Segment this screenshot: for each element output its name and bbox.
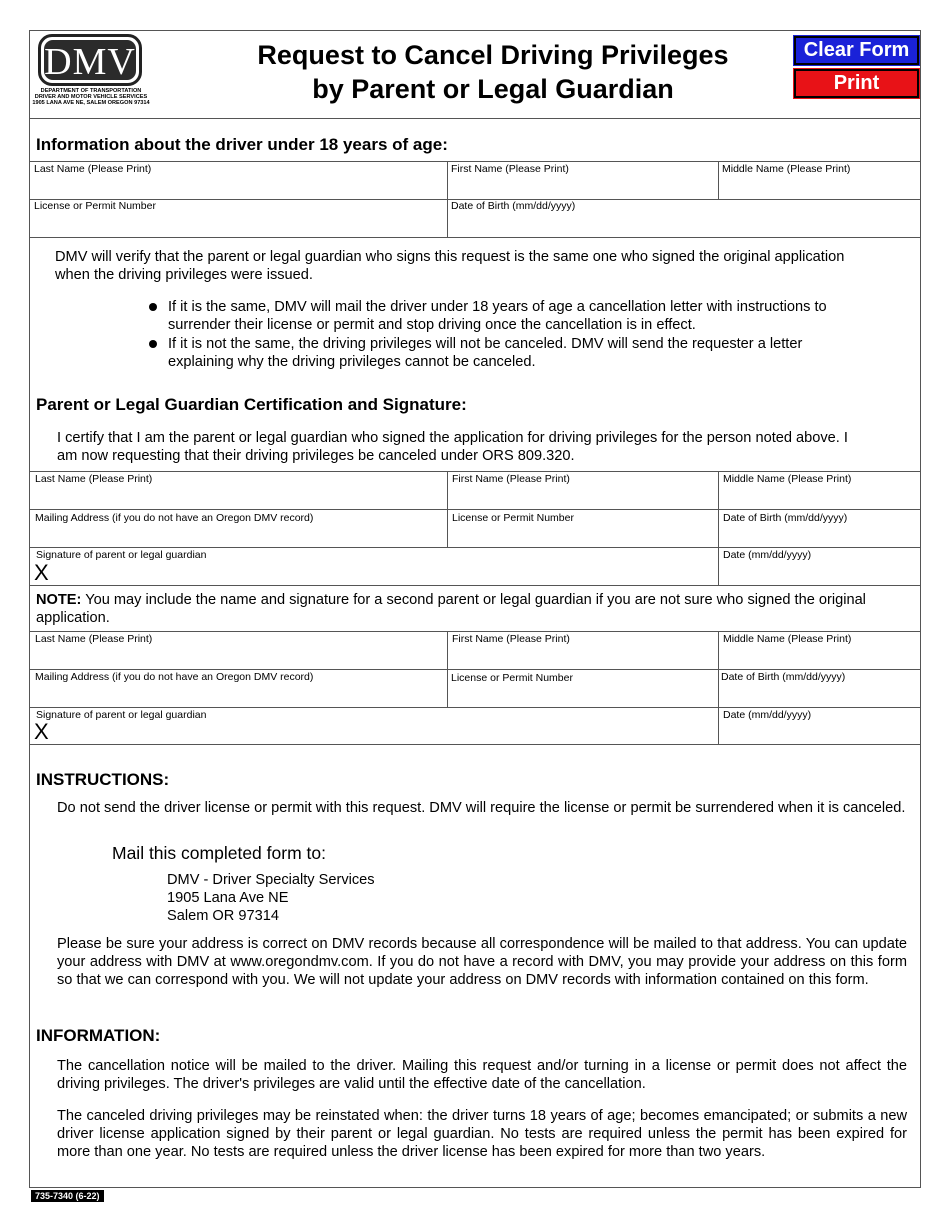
driver-license-number-field[interactable]: License or Permit Number — [34, 200, 156, 212]
divider — [29, 744, 921, 745]
mail-address-line1: DMV - Driver Specialty Services — [167, 872, 375, 888]
guardian2-date-field[interactable]: Date (mm/dd/yyyy) — [723, 709, 812, 721]
divider — [29, 471, 921, 472]
signature-x-mark: X — [34, 560, 49, 585]
divider — [29, 509, 921, 510]
instructions-heading: INSTRUCTIONS: — [36, 770, 170, 789]
divider — [29, 547, 921, 548]
note-label: NOTE: — [36, 592, 82, 608]
logo-division: DRIVER AND MOTOR VEHICLE SERVICES — [34, 94, 148, 100]
logo-address: 1905 LANA AVE NE, SALEM OREGON 97314 — [32, 100, 150, 106]
driver-last-name-field[interactable]: Last Name (Please Print) — [34, 163, 152, 175]
divider — [29, 237, 921, 238]
logo-text: DMV — [44, 41, 136, 83]
divider — [718, 161, 719, 199]
note-body: You may include the name and signature for a second parent or legal guardian if you are not sure who signed the original application. — [36, 592, 866, 626]
guardian2-last-name-field[interactable]: Last Name (Please Print) — [35, 633, 153, 645]
header-divider — [29, 118, 921, 119]
signature-x-mark: X — [34, 719, 49, 744]
information-text-2: The canceled driving privileges may be reinstated when: the driver turns 18 years of age; becomes emancipated; or submits a new driver license application signed by their parent or legal guardian. No tests are required unless the permit has been expired for more than one year. No tests are required unless the driver license has been expired for more than two years. — [57, 1108, 907, 1160]
divider — [29, 161, 921, 162]
certification-heading: Parent or Legal Guardian Certification and Signature: — [36, 395, 467, 414]
verify-text: DMV will verify that the parent or legal guardian who signs this request is the same one who signed the original application when the driving privileges were issued. — [55, 249, 845, 283]
form-title — [200, 38, 786, 106]
guardian1-date-field[interactable]: Date (mm/dd/yyyy) — [723, 549, 812, 561]
guardian2-dob-field[interactable]: Date of Birth (mm/dd/yyyy) — [721, 671, 846, 683]
guardian2-middle-name-field[interactable]: Middle Name (Please Print) — [723, 633, 852, 645]
information-text-1: The cancellation notice will be mailed to the driver. Mailing this request and/or turning in a license or permit does not affect the driving privileges. The driver's privileges are valid until the effective date of the cancellation. — [57, 1058, 907, 1092]
driver-dob-field[interactable]: Date of Birth (mm/dd/yyyy) — [451, 200, 576, 212]
guardian1-license-number-field[interactable]: License or Permit Number — [452, 512, 574, 524]
guardian1-dob-field[interactable]: Date of Birth (mm/dd/yyyy) — [723, 512, 848, 524]
guardian1-signature-field[interactable]: Signature of parent or legal guardian — [36, 549, 207, 561]
form-title-line2: by Parent or Legal Guardian — [312, 74, 674, 104]
certification-text: I certify that I am the parent or legal guardian who signed the application for driving privileges for the person noted above. I am now requesting that their driving privileges be canceled under ORS 809.320. — [57, 430, 848, 464]
dmv-logo — [32, 34, 150, 108]
mail-to-label: Mail this completed form to: — [112, 843, 326, 863]
address-text: Please be sure your address is correct on DMV records because all correspondence will be mailed to that address. You can update your address with DMV at www.oregondmv.com. If you do not have a record with DMV, you may provide your address on this form so that we can correspond with you. We will not update your address on DMV records with information contained on this form. — [57, 936, 907, 988]
guardian1-middle-name-field[interactable]: Middle Name (Please Print) — [723, 473, 852, 485]
guardian1-first-name-field[interactable]: First Name (Please Print) — [452, 473, 570, 485]
bullet-icon — [149, 340, 157, 348]
guardian2-first-name-field[interactable]: First Name (Please Print) — [452, 633, 570, 645]
form-title-line1: Request to Cancel Driving Privileges — [257, 40, 729, 70]
note-text — [36, 591, 886, 627]
logo-department: DEPARTMENT OF TRANSPORTATION — [40, 88, 142, 94]
mail-address-line2: 1905 Lana Ave NE — [167, 890, 289, 906]
information-heading: INFORMATION: — [36, 1026, 161, 1045]
divider — [718, 471, 719, 585]
divider — [447, 631, 448, 707]
guardian1-last-name-field[interactable]: Last Name (Please Print) — [35, 473, 153, 485]
print-button[interactable]: Print — [794, 69, 919, 98]
driver-section-heading: Information about the driver under 18 years of age: — [36, 135, 448, 154]
driver-first-name-field[interactable]: First Name (Please Print) — [451, 163, 569, 175]
divider — [718, 631, 719, 744]
guardian2-license-number-field[interactable]: License or Permit Number — [451, 672, 573, 684]
driver-middle-name-field[interactable]: Middle Name (Please Print) — [722, 163, 851, 175]
instructions-text: Do not send the driver license or permit with this request. DMV will require the license or permit be surrendered when it is canceled. — [57, 800, 906, 816]
divider — [29, 585, 921, 586]
guardian2-signature-field[interactable]: Signature of parent or legal guardian — [36, 709, 207, 721]
divider — [447, 471, 448, 547]
clear-form-button[interactable]: Clear Form — [794, 36, 919, 65]
dmv-logo-badge — [38, 34, 142, 86]
guardian1-mailing-address-field[interactable]: Mailing Address (if you do not have an Oregon DMV record) — [35, 512, 314, 524]
verify-bullet-1: If it is the same, DMV will mail the driver under 18 years of age a cancellation letter with instructions to surrender their license or permit and stop driving once the cancellation is in effect. — [168, 299, 827, 333]
bullet-icon — [149, 303, 157, 311]
mail-address-line3: Salem OR 97314 — [167, 908, 279, 924]
divider — [29, 707, 921, 708]
verify-bullet-2: If it is not the same, the driving privileges will not be canceled. DMV will send the requester a letter explaining why the driving privileges cannot be canceled. — [168, 336, 803, 370]
divider — [447, 161, 448, 237]
divider — [29, 631, 921, 632]
form-number: 735-7340 (6-22) — [31, 1190, 104, 1202]
divider — [29, 669, 921, 670]
guardian2-mailing-address-field[interactable]: Mailing Address (if you do not have an Oregon DMV record) — [35, 671, 314, 683]
